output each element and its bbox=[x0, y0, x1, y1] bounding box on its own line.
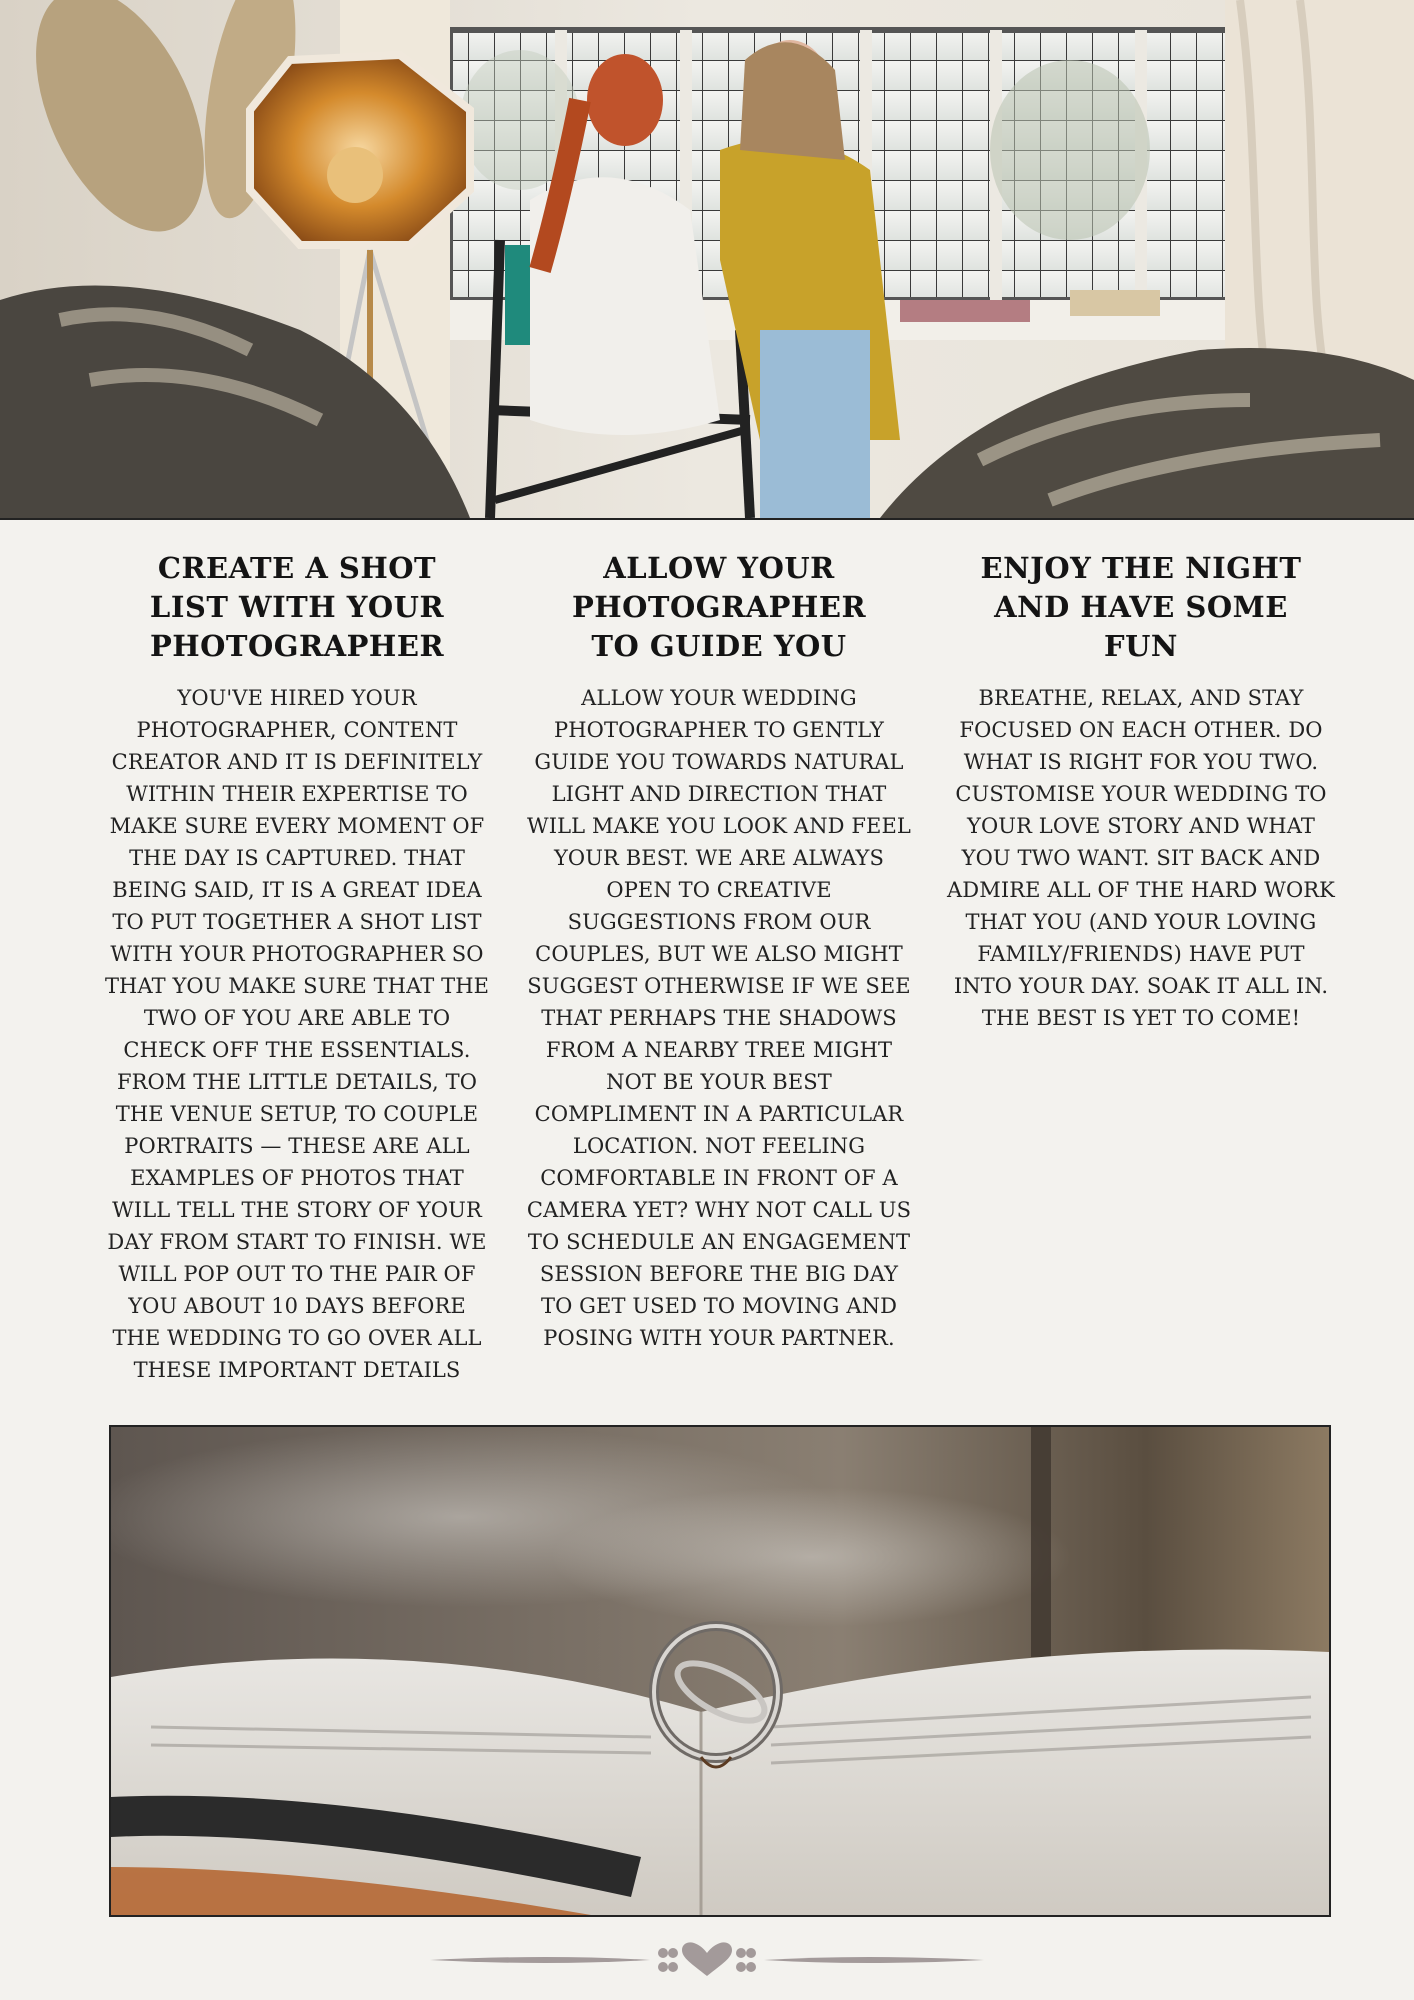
column-body: ALLOW YOUR WEDDING PHOTOGRAPHER TO GENTLY GUIDE YOU TOWARDS NATURAL LIGHT AND DIRECTION THAT WILL MAKE YOU LOOK AND FEEL YOUR BEST. WE ARE ALWAYS OPEN TO CREATIVE SUGGESTIONS FROM OUR COUPLES, BUT WE ALSO MIGHT SUGGEST OTHERWISE IF WE SEE THAT PERHAPS THE SHADOWS FROM A NEARBY TREE MIGHT NOT BE YOUR BEST COMPLIMENT IN A PARTICULAR LOCATION. NOT FEELING COMFORTABLE IN FRONT OF A CAMERA YET? WHY NOT CALL US TO SCHEDULE AN ENGAGEMENT SESSION BEFORE THE BIG DAY TO GET USED TO MOVING AND POSING WITH YOUR PARTNER. bbox=[526, 686, 912, 1350]
column-heading: ENJOY THE NIGHT AND HAVE SOME FUN bbox=[980, 550, 1302, 663]
column-body: BREATHE, RELAX, AND STAY FOCUSED ON EACH OTHER. DO WHAT IS RIGHT FOR YOU TWO. CUSTOMISE YOUR WEDDING TO YOUR LOVE STORY AND WHAT YOU TWO WANT. SIT BACK AND ADMIRE ALL OF THE HARD WORK THAT YOU (AND YOUR LOVING FAMILY/FRIENDS) HAVE PUT INTO YOUR DAY. SOAK IT ALL IN. THE BEST IS YET TO COME! bbox=[947, 686, 1335, 1030]
column-guide bbox=[524, 532, 914, 1354]
column-heading: ALLOW YOUR PHOTOGRAPHER TO GUIDE YOU bbox=[571, 550, 867, 663]
column-heading: CREATE A SHOT LIST WITH YOUR PHOTOGRAPHER bbox=[149, 550, 445, 663]
rings-photo bbox=[109, 1425, 1331, 1917]
column-body: YOU'VE HIRED YOUR PHOTOGRAPHER, CONTENT CREATOR AND IT IS DEFINITELY WITHIN THEIR EXPERTISE TO MAKE SURE EVERY MOMENT OF THE DAY IS CAPTURED. THAT BEING SAID, IT IS A GREAT IDEA TO PUT TOGETHER A SHOT LIST WITH YOUR PHOTOGRAPHER SO THAT YOU MAKE SURE THAT THE TWO OF YOU ARE ABLE TO CHECK OFF THE ESSENTIALS. FROM THE LITTLE DETAILS, TO THE VENUE SETUP, TO COUPLE PORTRAITS — THESE ARE ALL EXAMPLES OF PHOTOS THAT WILL TELL THE STORY OF YOUR DAY FROM START TO FINISH. WE WILL POP OUT TO THE PAIR OF YOU ABOUT 10 DAYS BEFORE THE WEDDING TO GO OVER ALL THESE IMPORTANT DETAILS bbox=[104, 686, 490, 1382]
rings-on-book-illustration bbox=[111, 1427, 1329, 1915]
heart-divider-icon bbox=[430, 1940, 984, 1980]
hero-photo bbox=[0, 0, 1414, 520]
column-shot-list bbox=[102, 532, 492, 1386]
makeup-scene-illustration bbox=[0, 0, 1414, 518]
column-enjoy bbox=[946, 532, 1336, 1034]
